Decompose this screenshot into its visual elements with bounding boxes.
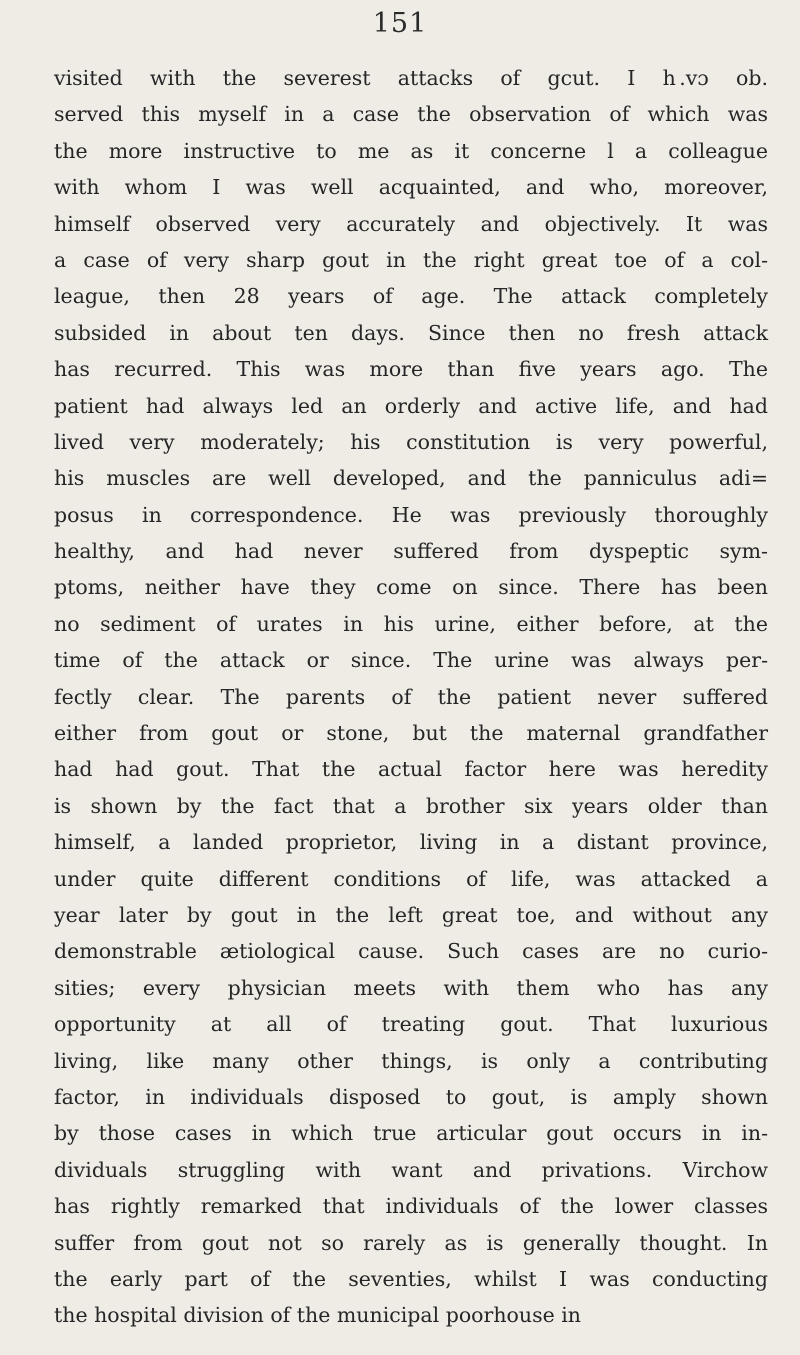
text-line: either from gout or stone, but the maternal grandfather [54, 721, 768, 746]
text-line: no sediment of urates in his urine, either before, at the [54, 611, 768, 636]
text-line: himself, a landed proprietor, living in a distant province, [54, 830, 768, 855]
text-line: demonstrable ætiological cause. Such cases are no curio- [54, 939, 768, 964]
text-line: visited with the severest attacks of gcut. I h .vɔ ob. [54, 66, 768, 90]
text-line: league, then 28 years of age. The attack completely [54, 284, 768, 309]
text-line: his muscles are well developed, and the panniculus adi= [54, 466, 768, 491]
text-line: is shown by the fact that a brother six years older than [54, 793, 768, 818]
text-line: year later by gout in the left great toe, and without any [54, 902, 768, 927]
page-number: 151 [372, 8, 428, 39]
text-line: sities; every physician meets with them who has any [54, 975, 768, 1000]
text-line: dividuals struggling with want and privations. Virchow [54, 1157, 768, 1182]
text-line: the hospital division of the municipal poorhouse in [54, 1303, 581, 1328]
text-line: healthy, and had never suffered from dyspeptic sym- [54, 539, 768, 564]
text-line: opportunity at all of treating gout. That luxurious [54, 1012, 768, 1037]
text-line: himself observed very accurately and objectively. It was [54, 211, 768, 236]
text-line: fectly clear. The parents of the patient never suffered [54, 684, 768, 709]
text-line: the more instructive to me as it concerne l a colleague [54, 138, 768, 163]
text-line: factor, in individuals disposed to gout, is amply shown [54, 1084, 768, 1109]
text-line: the early part of the seventies, whilst I was conducting [54, 1266, 768, 1291]
text-line: by those cases in which true articular gout occurs in in- [54, 1121, 768, 1146]
text-line: has rightly remarked that individuals of the lower classes [54, 1194, 768, 1219]
text-line: lived very moderately; his constitution is very powerful, [54, 429, 768, 454]
text-line: has recurred. This was more than five years ago. The [54, 357, 768, 382]
text-line: with whom I was well acquainted, and who, moreover, [54, 175, 768, 200]
text-line: ptoms, neither have they come on since. There has been [54, 575, 768, 600]
text-line: suffer from gout not so rarely as is generally thought. In [54, 1230, 768, 1255]
text-line: had had gout. That the actual factor here was heredity [54, 757, 768, 782]
text-line: a case of very sharp gout in the right great toe of a col- [54, 247, 768, 272]
text-line: served this myself in a case the observation of which was [54, 102, 768, 127]
text-line: under quite different conditions of life, was attacked a [54, 866, 768, 891]
text-line: patient had always led an orderly and active life, and had [54, 393, 768, 418]
text-line: posus in correspondence. He was previously thoroughly [54, 502, 768, 527]
text-line: living, like many other things, is only a contributing [54, 1048, 768, 1073]
text-line: time of the attack or since. The urine was always per- [54, 648, 768, 673]
text-line: subsided in about ten days. Since then no fresh attack [54, 320, 768, 345]
body-text [54, 60, 768, 1334]
